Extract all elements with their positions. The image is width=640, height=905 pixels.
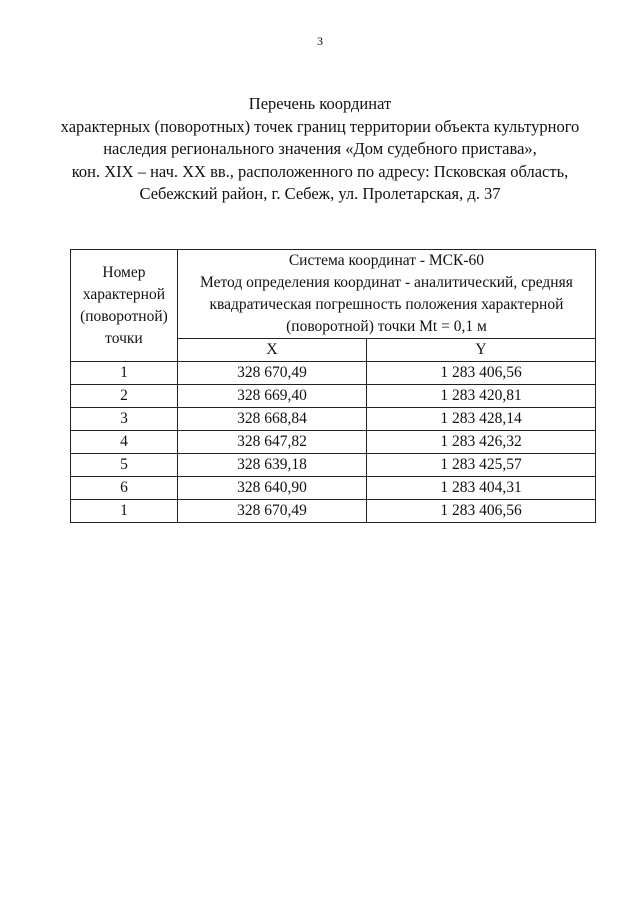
y-coordinate-cell: 1 283 406,56 [367, 500, 596, 523]
header-line: квадратическая погрешность положения характерной [209, 296, 564, 313]
table-header-row [71, 250, 596, 339]
page-number: 3 [317, 34, 323, 48]
x-column-header: X [177, 339, 366, 362]
y-coordinate-cell: 1 283 425,57 [367, 454, 596, 477]
header-line: характерной [82, 285, 165, 303]
coordinate-system-header [177, 250, 595, 339]
header-line: Система координат - МСК-60 [288, 252, 485, 269]
document-title [40, 93, 600, 206]
point-number-header [71, 250, 178, 362]
coordinates-table [70, 249, 596, 523]
title-line: характерных (поворотных) точек границ территории объекта культурного [60, 116, 580, 136]
point-number-cell: 2 [71, 385, 178, 408]
y-coordinate-cell: 1 283 420,81 [367, 385, 596, 408]
header-line: (поворотной) [80, 307, 168, 325]
point-number-cell: 5 [71, 454, 178, 477]
point-number-cell: 1 [71, 362, 178, 385]
x-coordinate-cell: 328 647,82 [177, 431, 366, 454]
title-line: Себежский район, г. Себеж, ул. Пролетарская, д. 37 [139, 184, 501, 203]
x-coordinate-cell: 328 670,49 [177, 500, 366, 523]
point-number-cell: 1 [71, 500, 178, 523]
point-number-cell: 4 [71, 431, 178, 454]
title-line: кон. XIX – нач. XX вв., расположенного по адресу: Псковская область, [71, 161, 569, 181]
table-row [71, 477, 596, 500]
header-line: точки [105, 329, 143, 347]
table-row [71, 385, 596, 408]
table-row [71, 408, 596, 431]
y-column-header: Y [367, 339, 596, 362]
point-number-cell: 3 [71, 408, 178, 431]
x-coordinate-cell: 328 639,18 [177, 454, 366, 477]
x-coordinate-cell: 328 668,84 [177, 408, 366, 431]
y-coordinate-cell: 1 283 426,32 [367, 431, 596, 454]
x-coordinate-cell: 328 670,49 [177, 362, 366, 385]
table-row [71, 431, 596, 454]
header-line: Метод определения координат - аналитический, средняя [200, 274, 573, 291]
table-row [71, 362, 596, 385]
x-coordinate-cell: 328 669,40 [177, 385, 366, 408]
title-line: Перечень координат [248, 94, 392, 113]
y-coordinate-cell: 1 283 404,31 [367, 477, 596, 500]
point-number-cell: 6 [71, 477, 178, 500]
y-coordinate-cell: 1 283 406,56 [367, 362, 596, 385]
y-coordinate-cell: 1 283 428,14 [367, 408, 596, 431]
title-line: наследия регионального значения «Дом судебного пристава», [103, 139, 537, 158]
header-line: Номер [102, 263, 146, 281]
table-row [71, 454, 596, 477]
table-row [71, 500, 596, 523]
header-line: (поворотной) точки Mt = 0,1 м [286, 318, 487, 335]
x-coordinate-cell: 328 640,90 [177, 477, 366, 500]
